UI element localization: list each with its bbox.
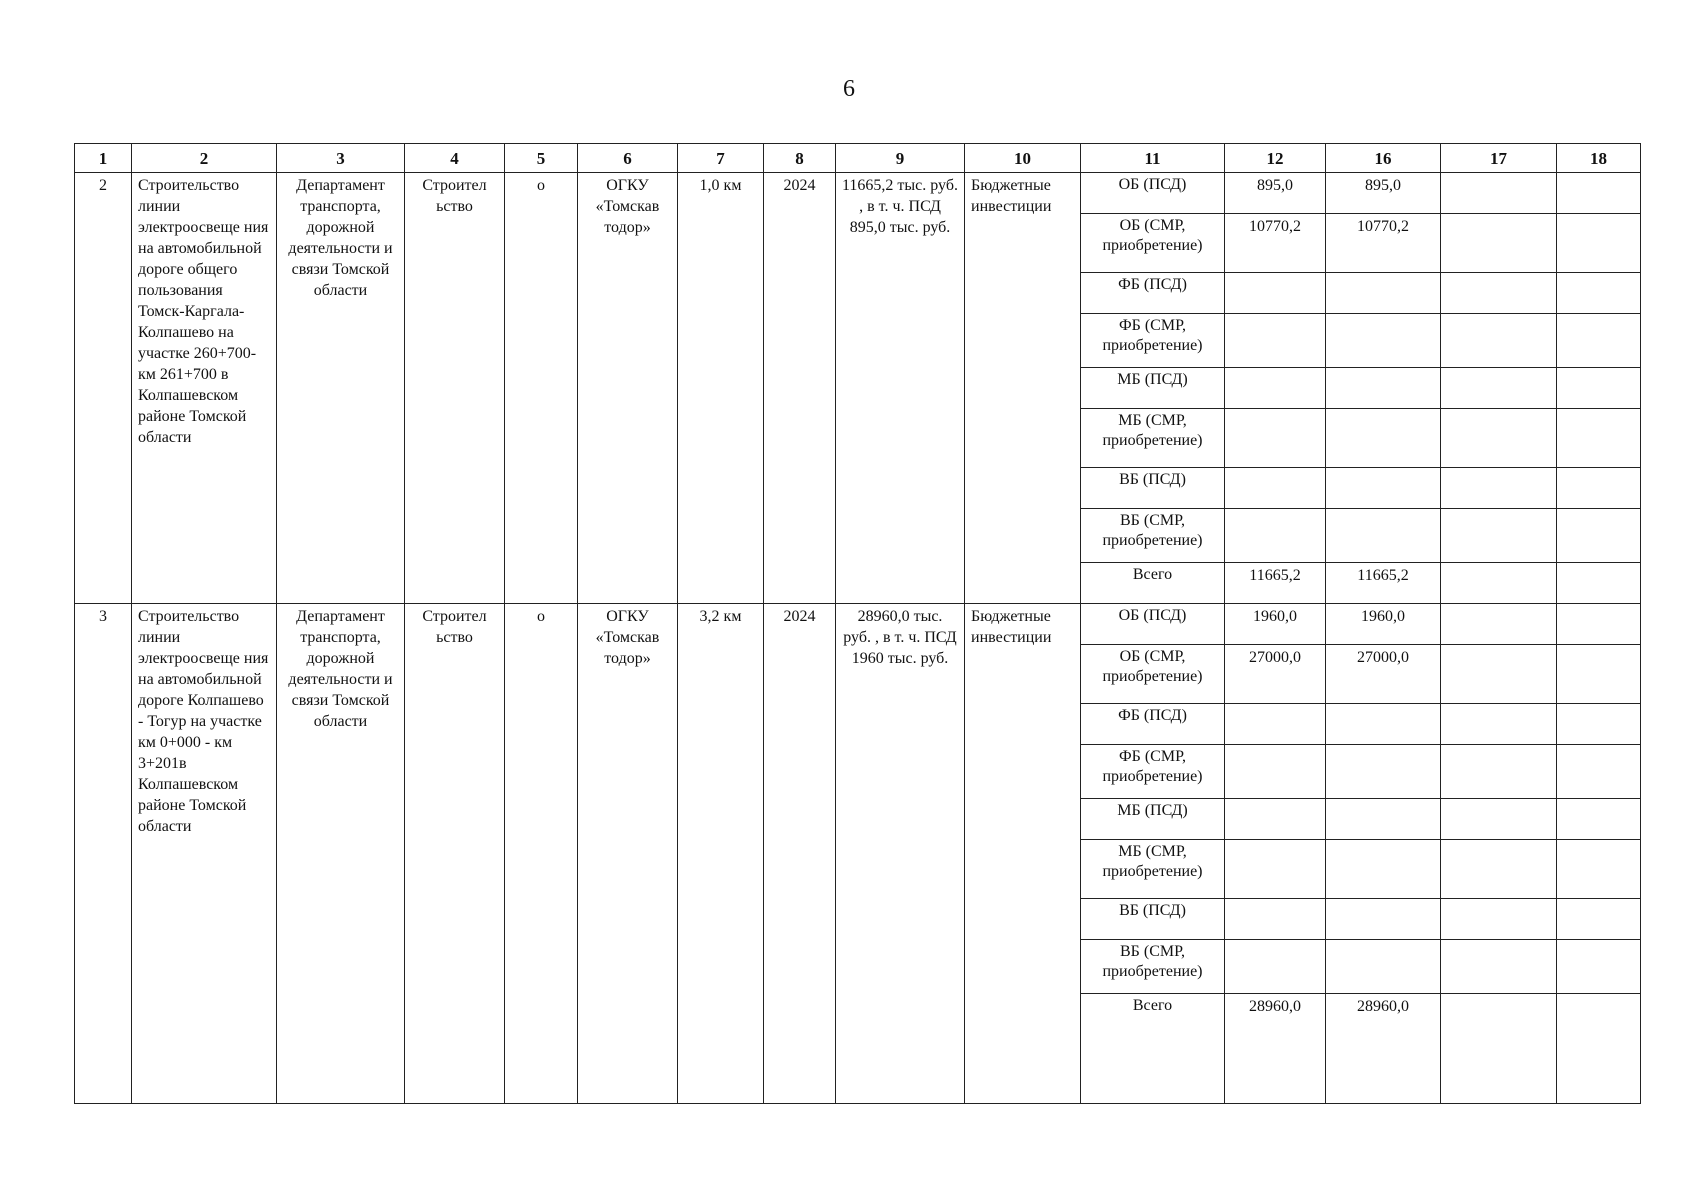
department: Департамент транспорта, дорожной деятельности и связи Томской области [277, 604, 405, 1104]
value-col-18 [1557, 468, 1641, 509]
funding-source: МБ (ПСД) [1081, 368, 1225, 409]
header-row [75, 144, 1641, 173]
value-col-17 [1441, 468, 1557, 509]
value-col-17 [1441, 368, 1557, 409]
value-col-16: 27000,0 [1326, 645, 1441, 704]
value-col-16 [1326, 468, 1441, 509]
funding-source: ВБ (СМР, приобретение) [1081, 509, 1225, 563]
header-cell: 18 [1557, 144, 1641, 173]
value-col-17 [1441, 314, 1557, 368]
value-col-18 [1557, 994, 1641, 1104]
value-col-12: 10770,2 [1225, 214, 1326, 273]
header-cell: 6 [578, 144, 678, 173]
work-type: Строител ьство [405, 173, 505, 604]
value-col-16: 895,0 [1326, 173, 1441, 214]
table-row [75, 173, 1641, 214]
value-col-17 [1441, 409, 1557, 468]
funding-source: МБ (СМР, приобретение) [1081, 409, 1225, 468]
value-col-16: 11665,2 [1326, 563, 1441, 604]
year: 2024 [764, 604, 836, 1104]
department: Департамент транспорта, дорожной деятельности и связи Томской области [277, 173, 405, 604]
value-col-18 [1557, 899, 1641, 940]
funding-source: ОБ (ПСД) [1081, 173, 1225, 214]
funding-source: МБ (СМР, приобретение) [1081, 840, 1225, 899]
funding-source: ВБ (СМР, приобретение) [1081, 940, 1225, 994]
value-col-16 [1326, 368, 1441, 409]
value-col-12: 1960,0 [1225, 604, 1326, 645]
funding-source: ВБ (ПСД) [1081, 468, 1225, 509]
value-col-16 [1326, 273, 1441, 314]
value-col-12 [1225, 899, 1326, 940]
value-col-18 [1557, 409, 1641, 468]
value-col-18 [1557, 704, 1641, 745]
col5-value: о [505, 173, 578, 604]
value-col-18 [1557, 314, 1641, 368]
table-row [75, 604, 1641, 645]
funding-source: ФБ (ПСД) [1081, 704, 1225, 745]
value-col-16 [1326, 940, 1441, 994]
value-col-18 [1557, 214, 1641, 273]
funding-source: ОБ (СМР, приобретение) [1081, 214, 1225, 273]
capacity: 1,0 км [678, 173, 764, 604]
value-col-18 [1557, 563, 1641, 604]
value-col-17 [1441, 604, 1557, 645]
funding-source: ФБ (ПСД) [1081, 273, 1225, 314]
header-cell: 8 [764, 144, 836, 173]
header-cell: 7 [678, 144, 764, 173]
value-col-18 [1557, 645, 1641, 704]
value-col-17 [1441, 214, 1557, 273]
customer: ОГКУ «Томскав тодор» [578, 604, 678, 1104]
value-col-12: 895,0 [1225, 173, 1326, 214]
investment-form: Бюджетные инвестиции [965, 604, 1081, 1104]
capacity: 3,2 км [678, 604, 764, 1104]
value-col-16 [1326, 840, 1441, 899]
row-number: 2 [75, 173, 132, 604]
value-col-16 [1326, 509, 1441, 563]
header-cell: 16 [1326, 144, 1441, 173]
investment-table [74, 143, 1641, 1104]
value-col-12 [1225, 409, 1326, 468]
value-col-16 [1326, 409, 1441, 468]
header-cell: 3 [277, 144, 405, 173]
value-col-17 [1441, 645, 1557, 704]
value-col-18 [1557, 745, 1641, 799]
value-col-16: 10770,2 [1326, 214, 1441, 273]
value-col-12 [1225, 273, 1326, 314]
value-col-12 [1225, 704, 1326, 745]
header-cell: 11 [1081, 144, 1225, 173]
value-col-18 [1557, 173, 1641, 214]
value-col-17 [1441, 704, 1557, 745]
header-cell: 10 [965, 144, 1081, 173]
value-col-17 [1441, 173, 1557, 214]
value-col-12: 27000,0 [1225, 645, 1326, 704]
value-col-12 [1225, 799, 1326, 840]
value-col-12: 28960,0 [1225, 994, 1326, 1104]
value-col-17 [1441, 899, 1557, 940]
value-col-17 [1441, 509, 1557, 563]
value-col-16 [1326, 899, 1441, 940]
estimated-cost: 28960,0 тыс. руб. , в т. ч. ПСД 1960 тыс. руб. [836, 604, 965, 1104]
value-col-17 [1441, 563, 1557, 604]
value-col-17 [1441, 273, 1557, 314]
value-col-12: 11665,2 [1225, 563, 1326, 604]
header-cell: 12 [1225, 144, 1326, 173]
header-cell: 1 [75, 144, 132, 173]
funding-source: ФБ (СМР, приобретение) [1081, 314, 1225, 368]
value-col-12 [1225, 314, 1326, 368]
value-col-18 [1557, 940, 1641, 994]
value-col-18 [1557, 799, 1641, 840]
funding-source: Всего [1081, 994, 1225, 1104]
row-number: 3 [75, 604, 132, 1104]
header-cell: 17 [1441, 144, 1557, 173]
value-col-18 [1557, 273, 1641, 314]
value-col-16 [1326, 799, 1441, 840]
value-col-18 [1557, 604, 1641, 645]
funding-source: ФБ (СМР, приобретение) [1081, 745, 1225, 799]
value-col-16: 28960,0 [1326, 994, 1441, 1104]
value-col-18 [1557, 840, 1641, 899]
funding-source: Всего [1081, 563, 1225, 604]
value-col-16: 1960,0 [1326, 604, 1441, 645]
customer: ОГКУ «Томскав тодор» [578, 173, 678, 604]
value-col-17 [1441, 840, 1557, 899]
header-cell: 2 [132, 144, 277, 173]
value-col-17 [1441, 940, 1557, 994]
value-col-16 [1326, 704, 1441, 745]
page-number: 6 [843, 76, 855, 102]
header-cell: 4 [405, 144, 505, 173]
header-cell: 5 [505, 144, 578, 173]
funding-source: ОБ (ПСД) [1081, 604, 1225, 645]
estimated-cost: 11665,2 тыс. руб. , в т. ч. ПСД 895,0 тыс. руб. [836, 173, 965, 604]
value-col-16 [1326, 745, 1441, 799]
object-name: Строительство линии электроосвеще ния на автомобильной дороге общего пользования Томск-Каргала-Колпашево на участке 260+700- км 261+700 в Колпашевском районе Томской области [132, 173, 277, 604]
value-col-12 [1225, 509, 1326, 563]
value-col-17 [1441, 799, 1557, 840]
value-col-18 [1557, 509, 1641, 563]
funding-source: МБ (ПСД) [1081, 799, 1225, 840]
value-col-12 [1225, 940, 1326, 994]
year: 2024 [764, 173, 836, 604]
value-col-16 [1326, 314, 1441, 368]
funding-source: ВБ (ПСД) [1081, 899, 1225, 940]
work-type: Строител ьство [405, 604, 505, 1104]
value-col-17 [1441, 745, 1557, 799]
object-name: Строительство линии электроосвеще ния на автомобильной дороге Колпашево - Тогур на участке км 0+000 - км 3+201в Колпашевском районе Томской области [132, 604, 277, 1104]
investment-form: Бюджетные инвестиции [965, 173, 1081, 604]
value-col-12 [1225, 745, 1326, 799]
value-col-17 [1441, 994, 1557, 1104]
value-col-18 [1557, 368, 1641, 409]
col5-value: о [505, 604, 578, 1104]
header-cell: 9 [836, 144, 965, 173]
value-col-12 [1225, 468, 1326, 509]
value-col-12 [1225, 840, 1326, 899]
funding-source: ОБ (СМР, приобретение) [1081, 645, 1225, 704]
value-col-12 [1225, 368, 1326, 409]
